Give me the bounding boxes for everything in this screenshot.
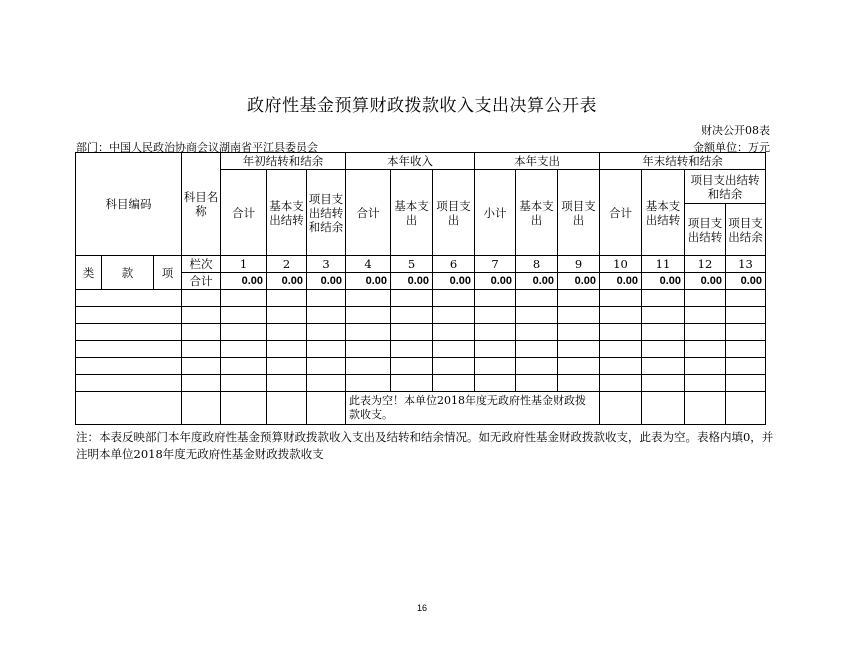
header-subject-name: 科目名称 — [182, 153, 221, 256]
header-subject-code: 科目编码 — [76, 153, 182, 256]
total-value: 0.00 — [475, 273, 516, 290]
header-kuan: 款 — [102, 256, 154, 290]
page-title: 政府性基金预算财政拨款收入支出决算公开表 — [247, 96, 597, 116]
footnote: 注：本表反映部门本年度政府性基金预算财政拨款收入支出及结转和结余情况。如无政府性基金财政拨款收支，此表为空。表格内填0，并注明本单位2018年度无政府性基金财政拨款收支 — [76, 430, 774, 461]
header-col: 基本支出 — [516, 170, 558, 256]
column-number: 3 — [307, 256, 346, 273]
page-number: 16 — [416, 603, 427, 613]
total-label: 合计 — [182, 273, 221, 290]
column-number: 12 — [685, 256, 726, 273]
header-group-opening: 年初结转和结余 — [221, 153, 346, 170]
column-number: 11 — [642, 256, 685, 273]
total-value: 0.00 — [346, 273, 391, 290]
table-row — [76, 358, 766, 375]
table-row — [76, 341, 766, 358]
header-col: 合计 — [346, 170, 391, 256]
column-number: 2 — [267, 256, 307, 273]
table-row — [76, 290, 766, 307]
department-label: 部门：中国人民政治协商会议湖南省平江县委员会 — [76, 141, 318, 154]
empty-table-note: 此表为空！本单位2018年度无政府性基金财政拨款收支。 — [346, 392, 600, 425]
table-row — [76, 324, 766, 341]
header-col: 项目支出结余 — [726, 204, 766, 256]
total-value: 0.00 — [307, 273, 346, 290]
header-col: 合计 — [221, 170, 267, 256]
form-code: 财决公开08表 — [701, 124, 770, 137]
column-number: 7 — [475, 256, 516, 273]
column-number: 4 — [346, 256, 391, 273]
header-group-income: 本年收入 — [346, 153, 475, 170]
total-value: 0.00 — [267, 273, 307, 290]
total-value: 0.00 — [600, 273, 642, 290]
column-index-label: 栏次 — [182, 256, 221, 273]
column-number: 9 — [558, 256, 600, 273]
total-value: 0.00 — [642, 273, 685, 290]
header-col: 项目支出 — [558, 170, 600, 256]
total-value: 0.00 — [726, 273, 766, 290]
column-number: 8 — [516, 256, 558, 273]
table-row — [76, 392, 766, 425]
budget-report-table — [75, 152, 766, 425]
total-value: 0.00 — [516, 273, 558, 290]
header-lei: 类 — [76, 256, 102, 290]
header-col: 小计 — [475, 170, 516, 256]
header-col: 项目支出结转 — [685, 204, 726, 256]
amount-unit-label: 金额单位：万元 — [693, 141, 770, 154]
column-number: 5 — [391, 256, 433, 273]
header-col: 项目支出结转和结余 — [307, 170, 346, 256]
total-value: 0.00 — [558, 273, 600, 290]
header-col: 合计 — [600, 170, 642, 256]
column-number: 6 — [433, 256, 475, 273]
total-value: 0.00 — [685, 273, 726, 290]
table-row — [76, 307, 766, 324]
header-col: 基本支出结转 — [642, 170, 685, 256]
column-number: 1 — [221, 256, 267, 273]
total-value: 0.00 — [391, 273, 433, 290]
column-number: 13 — [726, 256, 766, 273]
header-xiang: 项 — [154, 256, 182, 290]
header-col: 基本支出结转 — [267, 170, 307, 256]
column-number: 10 — [600, 256, 642, 273]
table-row — [76, 375, 766, 392]
header-project-carryover: 项目支出结转和结余 — [685, 170, 766, 204]
header-col: 项目支出 — [433, 170, 475, 256]
header-group-expense: 本年支出 — [475, 153, 600, 170]
header-col: 基本支出 — [391, 170, 433, 256]
total-value: 0.00 — [221, 273, 267, 290]
header-group-closing: 年末结转和结余 — [600, 153, 766, 170]
total-value: 0.00 — [433, 273, 475, 290]
